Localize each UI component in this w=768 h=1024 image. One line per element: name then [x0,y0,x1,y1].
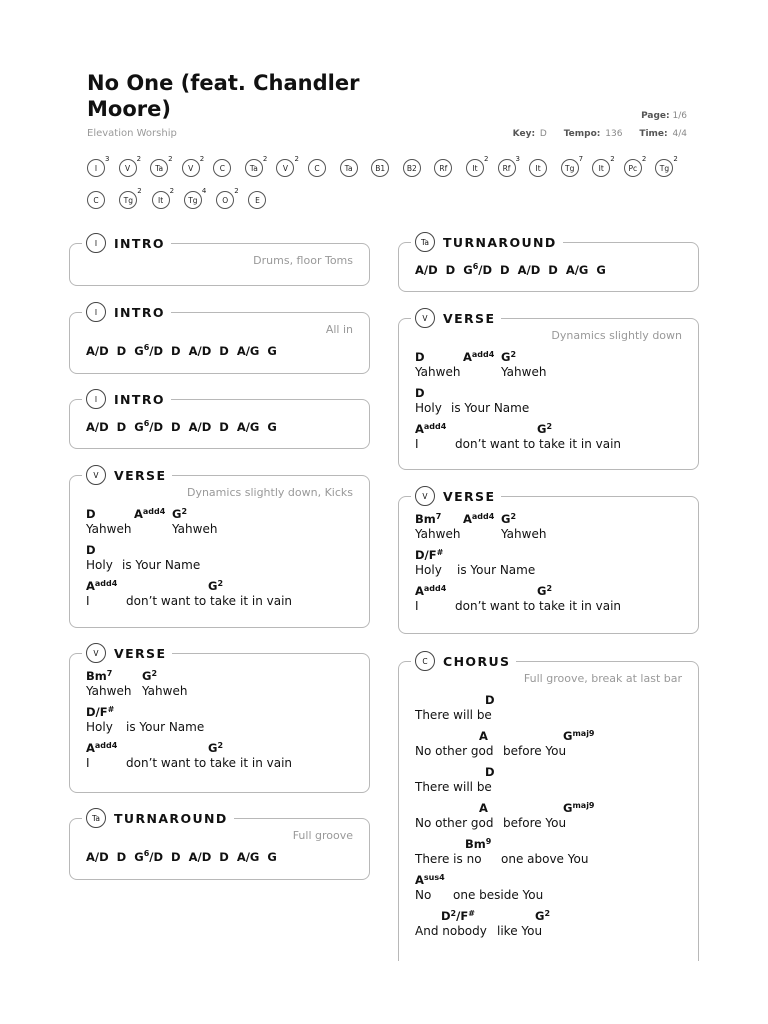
page-indicator [641,111,687,121]
lyric: is Your Name [457,563,536,577]
lyric: Holy [86,720,113,734]
song-meta [513,129,687,139]
chord: D [171,343,181,358]
roadmap-step[interactable] [434,159,453,179]
roadmap-repeat-count: 2 [610,155,615,163]
roadmap-step[interactable] [308,159,327,179]
section-verse [398,310,699,470]
chord: A [479,729,488,743]
tempo-value: 136 [605,129,623,139]
section-note: Full groove [292,829,353,842]
chord-progression [86,343,277,358]
section-header [411,649,516,673]
lyric-line [415,765,705,801]
chord: $A^{sus4}$ [415,873,445,887]
section-header [82,231,171,255]
roadmap-repeat-count: 2 [234,187,239,195]
roadmap-step[interactable] [245,155,268,179]
section-badge: I [86,389,106,409]
roadmap-step-label: Ta [150,159,168,177]
lyric: Holy [415,401,442,415]
section-badge: Ta [86,808,106,828]
roadmap-row [87,157,687,189]
lyric: Yahweh [501,365,547,379]
chord: D/F# [86,705,115,719]
chord: $A^{add4}$ [415,584,447,598]
lyric: There will be [415,780,492,794]
song-artist: Elevation Worship [87,128,177,139]
lyric-line [415,693,705,729]
roadmap-step-label: Tg [655,159,673,177]
section-intro [69,304,370,374]
chord: D [86,543,96,557]
chord: $A^{add4}$ [463,350,495,364]
chord: G [596,262,606,277]
lyric: is Your Name [126,720,205,734]
section-name: CHORUS [443,653,511,669]
lyric: don’t want to take [126,594,237,608]
lyric: No other god [415,744,494,758]
chord: A/G [236,343,260,358]
roadmap-step[interactable] [213,159,232,179]
lyric-line [415,548,705,584]
chord: $G^2$ [208,741,224,755]
lyric: it in vain [569,599,622,613]
chord: G [267,419,277,434]
chord: G [267,343,277,358]
roadmap-step[interactable] [150,155,173,179]
roadmap-step-label: O [216,191,234,209]
chord: A/G [236,849,260,864]
lyric: I [415,437,419,451]
section-turnaround [398,234,699,292]
chord: $D^2/F^{\#}$ [441,909,475,923]
chord: A/D [188,419,212,434]
lyric-line [415,350,705,386]
roadmap-step[interactable] [498,155,520,179]
section-note: Full groove, break at last bar [523,672,682,685]
lyric: Yahweh [86,522,132,536]
chord: D [219,849,229,864]
section-header [82,641,172,665]
chord: $G^6/D$ [134,343,164,358]
lyric-line [415,909,705,945]
roadmap-step[interactable] [529,159,548,179]
lyric-line [415,512,705,548]
chord: A/D [188,849,212,864]
chord: $G^2$ [172,507,188,521]
chord: $G^6/D$ [463,262,493,277]
section-note: Dynamics slightly down [551,329,682,342]
section-name: VERSE [443,488,496,504]
section-header [82,463,172,487]
roadmap-step[interactable] [87,191,107,211]
roadmap-step[interactable] [87,155,110,179]
roadmap-step-label: It [466,159,484,177]
roadmap-step-label: C [308,159,326,177]
chord: D [116,419,127,434]
roadmap-step-label: E [248,191,266,209]
roadmap-repeat-count: 2 [137,187,142,195]
lyric: No other god [415,816,494,830]
chord: D [171,849,181,864]
section-intro [69,235,370,286]
lyric: it in vain [240,756,293,770]
chord: $A^{add4}$ [415,422,447,436]
lyric: I [86,756,90,770]
section-badge: C [415,651,435,671]
chord: A/G [565,262,589,277]
lyric: Holy [86,558,113,572]
lyric: Holy [415,563,442,577]
roadmap-repeat-count: 2 [169,187,175,195]
lyric: it in vain [569,437,622,451]
chord: $G^{maj9}$ [563,801,595,815]
section-chorus [398,653,699,961]
section-badge: I [86,302,106,322]
time-value: 4/4 [672,129,687,139]
roadmap-step-label: Pc [624,159,642,177]
tempo-label: Tempo: [563,129,601,139]
section-name: INTRO [114,304,165,320]
lyric: don’t want to take [455,599,566,613]
chord: A/G [236,419,260,434]
section-note: All in [325,323,353,336]
roadmap-step[interactable] [184,187,207,211]
page-label: Page: [641,111,670,121]
roadmap-step[interactable] [152,187,175,211]
key-label: Key: [512,129,536,139]
roadmap-row [87,189,687,221]
roadmap-step[interactable] [561,155,584,179]
chord: $G^2$ [501,350,517,364]
lyric: I [415,599,419,613]
lyric: Yahweh [172,522,218,536]
roadmap-step-label: Ta [245,159,263,177]
roadmap-repeat-count: 2 [168,155,173,163]
lyric: one above You [501,852,589,866]
chord: A/D [188,343,212,358]
chord: D [415,350,425,364]
section-badge: V [415,486,435,506]
roadmap-step[interactable] [655,155,678,179]
chord: $G^{maj9}$ [563,729,595,743]
roadmap-repeat-count: 2 [199,155,205,163]
lyric: There is no [415,852,482,866]
section-name: INTRO [114,235,165,251]
section-badge: V [86,465,106,485]
chord: A/D [86,343,109,358]
roadmap-step[interactable] [276,155,299,179]
section-header [82,387,171,411]
lyric: like You [497,924,543,938]
section-badge: V [86,643,106,663]
roadmap-repeat-count: 2 [483,155,489,163]
chord: A [479,801,488,815]
roadmap-step-label: V [182,159,200,177]
lyric: Yahweh [501,527,547,541]
chord: D [415,386,425,400]
chord: A/D [517,262,541,277]
roadmap-step[interactable] [182,155,205,179]
chord: D [548,262,558,277]
chord: $A^{add4}$ [86,741,118,755]
chord: D [485,693,495,707]
lyric-line [86,669,376,705]
section-verse [398,488,699,634]
page-value: 1/6 [672,111,687,121]
roadmap-step-label: It [592,159,610,177]
lyric: No [415,888,432,902]
roadmap-step-label: Tg [119,191,137,209]
lyric: before You [503,816,567,830]
roadmap-repeat-count: 2 [136,155,142,163]
section-badge: I [86,233,106,253]
lyric: I [86,594,90,608]
lyric-line [415,729,705,765]
roadmap-repeat-count: 2 [673,155,678,163]
chord: $A^{add4}$ [86,579,118,593]
roadmap-step-label: B1 [371,159,389,177]
section-header [411,306,501,330]
lyric-line [86,543,376,579]
lyric: Yahweh [86,684,132,698]
lyric: it in vain [240,594,293,608]
roadmap-repeat-count: 7 [578,155,584,163]
chord: G [267,849,277,864]
chord: A/D [415,262,438,277]
roadmap-repeat-count: 4 [201,187,207,195]
chord: $G^2$ [142,669,158,683]
lyric-line [415,422,705,458]
chord: $A^{add4}$ [463,512,495,526]
lyric: is Your Name [122,558,201,572]
lyric-line [415,873,705,909]
lyric-line [86,507,376,543]
section-name: INTRO [114,391,165,407]
chord-progression [86,849,277,864]
roadmap-step-label: I [87,159,105,177]
song-header [87,70,687,150]
roadmap-step-label: V [276,159,294,177]
section-header [82,300,171,324]
lyric-line [86,705,376,741]
section-name: VERSE [443,310,496,326]
chord: D [219,419,229,434]
lyric: before You [503,744,567,758]
roadmap-step-label: C [213,159,231,177]
lyric: And nobody [415,924,487,938]
chord: D [485,765,495,779]
roadmap-step[interactable] [466,155,489,179]
roadmap-step-label: It [152,191,170,209]
lyric: There will be [415,708,492,722]
roadmap-step-label: Tg [184,191,202,209]
section-note: Drums, floor Toms [253,254,353,267]
chord: D [445,262,456,277]
roadmap-repeat-count: 2 [641,155,647,163]
roadmap-repeat-count: 3 [105,155,110,163]
chord: Bm$^7$ [86,669,113,683]
section-turnaround [69,810,370,880]
section-badge: Ta [415,232,435,252]
roadmap-step-label: It [529,159,547,177]
song-title: No One (feat. Chandler Moore) [87,71,360,121]
section-badge: V [415,308,435,328]
chord: Bm$^7$ [415,512,442,526]
section-name: VERSE [114,645,167,661]
lyric: is Your Name [451,401,530,415]
roadmap-repeat-count: 3 [515,155,520,163]
song-roadmap [87,157,687,221]
chord: D [171,419,181,434]
chord: $A^{add4}$ [134,507,166,521]
section-name: TURNAROUND [114,810,228,826]
section-header [411,484,501,508]
roadmap-step-label: B2 [403,159,421,177]
roadmap-step[interactable] [119,187,142,211]
chord: A/D [86,419,109,434]
section-name: TURNAROUND [443,234,557,250]
section-header [82,806,234,830]
chord: D [116,849,127,864]
chord: Bm$^9$ [465,837,492,851]
section-verse [69,645,370,793]
lyric: Yahweh [415,527,461,541]
chord: $G^2$ [537,584,553,598]
chord: D [116,343,127,358]
roadmap-step-label: Tg [561,159,579,177]
lyric: one beside You [453,888,544,902]
roadmap-step[interactable] [371,159,390,179]
chord: $G^2$ [535,909,551,923]
chord: $G^2$ [501,512,517,526]
roadmap-step-label: C [87,191,105,209]
chord: D [219,343,229,358]
lyric-line [86,579,376,615]
roadmap-repeat-count: 2 [294,155,299,163]
roadmap-step-label: Ta [340,159,358,177]
section-intro [69,391,370,449]
roadmap-step[interactable] [592,155,615,179]
chord: D [500,262,510,277]
chord-progression [86,419,277,434]
chord: $G^2$ [537,422,553,436]
roadmap-step[interactable] [340,159,359,179]
lyric-line [415,584,705,620]
roadmap-step[interactable] [216,187,239,211]
key-value: D [539,129,547,139]
time-label: Time: [639,129,668,139]
section-verse [69,467,370,628]
chord: $G^6/D$ [134,849,164,864]
roadmap-step[interactable] [119,155,142,179]
roadmap-step-label: Rf [498,159,516,177]
chord: D/F# [415,548,444,562]
roadmap-step-label: Rf [434,159,452,177]
roadmap-step[interactable] [624,155,647,179]
chord-progression [415,262,606,277]
chord: A/D [86,849,109,864]
chord: $G^6/D$ [134,419,164,434]
section-note: Dynamics slightly down, Kicks [186,486,353,499]
lyric-line [415,837,705,873]
lyric: Yahweh [415,365,461,379]
chord: D [86,507,96,521]
section-header [411,230,563,254]
chord: $G^2$ [208,579,224,593]
lyric-line [86,741,376,777]
roadmap-step[interactable] [248,191,268,211]
roadmap-repeat-count: 2 [262,155,268,163]
roadmap-step[interactable] [403,159,422,179]
lyric: don’t want to take [126,756,237,770]
lyric: Yahweh [142,684,188,698]
lyric-line [415,801,705,837]
lyric: don’t want to take [455,437,566,451]
lyric-line [415,386,705,422]
section-name: VERSE [114,467,167,483]
roadmap-step-label: V [119,159,137,177]
